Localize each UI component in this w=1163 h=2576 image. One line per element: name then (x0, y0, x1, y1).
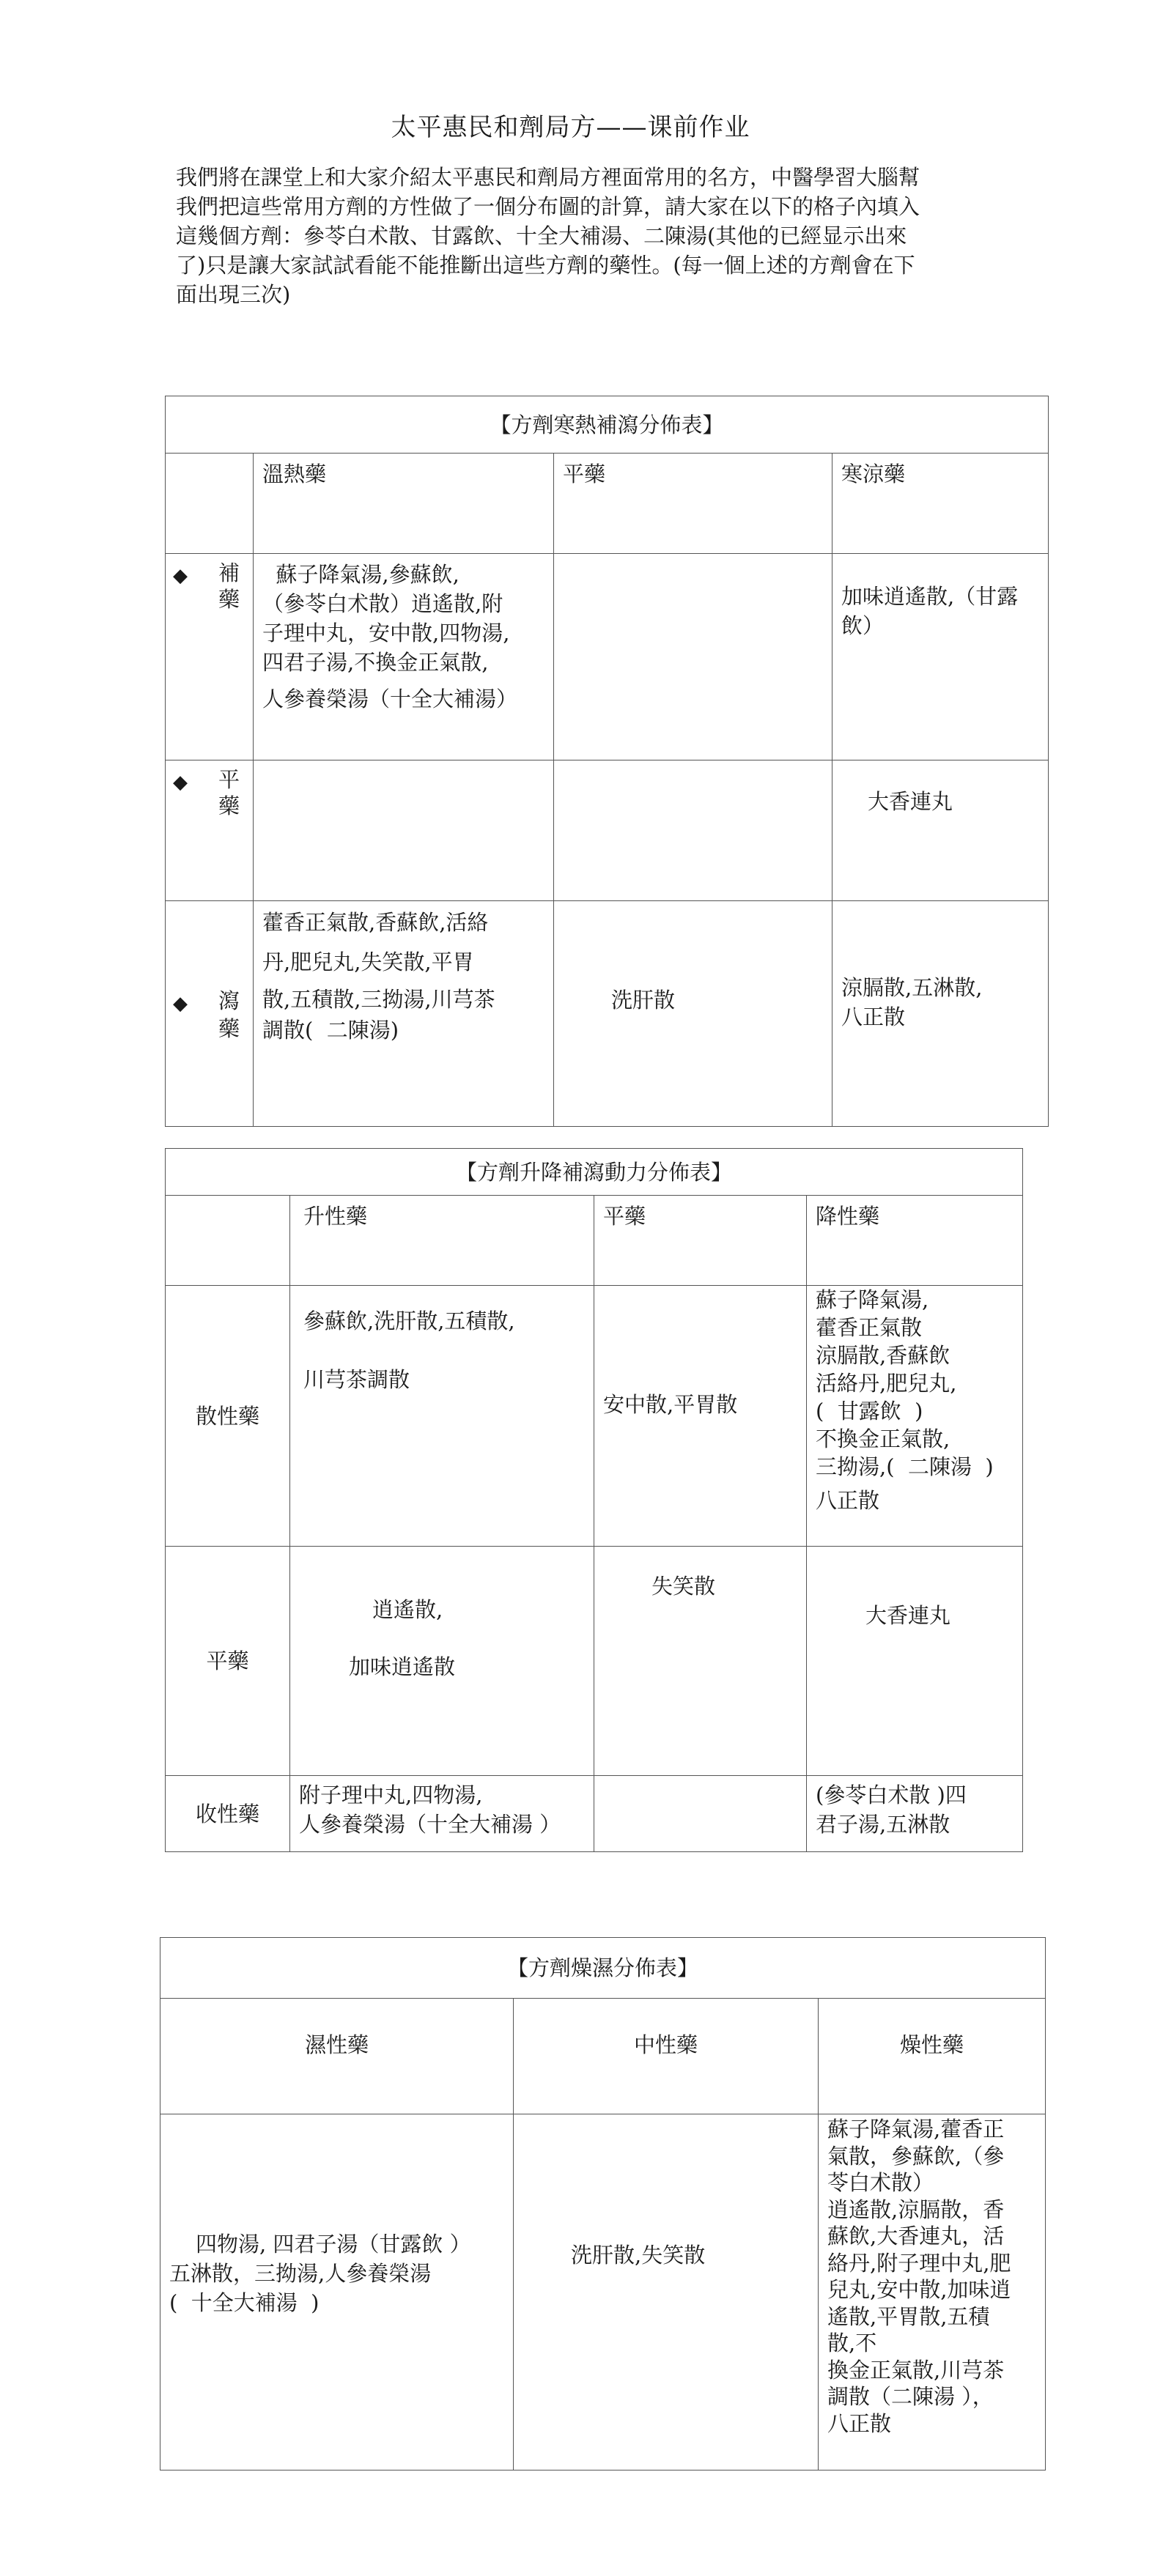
column-header: 溫熱藥 (254, 454, 554, 554)
cell-up-neutral: 逍遙散, 加味逍遙散 (290, 1547, 594, 1776)
row-label-disperse: 散性藥 (166, 1286, 290, 1547)
cell-down-disperse: 蘇子降氣湯, 藿香正氣散 涼膈散,香蘇飲 活絡丹,肥兒丸, ( 甘露飲 ) 不換金正氣散, 三拗湯,( 二陳湯 ) 八正散 (807, 1286, 1023, 1547)
row-label-neutral (166, 760, 254, 901)
column-header: 升性藥 (290, 1196, 594, 1286)
cell-up-astringe: 附子理中丸,四物湯, 人參養榮湯（十全大補湯 ） (290, 1776, 594, 1852)
row-label-char: 補 (218, 560, 240, 585)
cell-wet: 四物湯, 四君子湯（甘露飲 ） 五淋散，三拗湯,人參養榮湯 ( 十全大補湯 ) (160, 2114, 514, 2470)
intro-line: 我們將在課堂上和大家介紹太平惠民和劑局方裡面常用的名方，中醫學習大腦幫 (176, 165, 920, 190)
row-label-char: 平 (218, 767, 240, 792)
row-label-neutral: 平藥 (166, 1547, 290, 1776)
row-label-tonify (166, 554, 254, 760)
column-header: 中性藥 (514, 1999, 819, 2114)
column-header: 寒涼藥 (832, 454, 1049, 554)
cell-neutral-tonify (554, 554, 832, 760)
cell-neutral: 洗肝散,失笑散 (514, 2114, 819, 2470)
cell-dry: 蘇子降氣湯,藿香正 氣散，參蘇飲,（參 苓白术散） 逍遙散,涼膈散，香 蘇飲,大香連丸，活 絡丹,附子理中丸,肥 兒丸,安中散,加味逍 遙散,平胃散,五積 散,不 換金正氣散,川芎茶 調散（二陳湯 ）， 八正散 (819, 2114, 1046, 2470)
column-header: 濕性藥 (160, 1999, 514, 2114)
intro-line: 我們把這些常用方劑的方性做了一個分布圖的計算，請大家在以下的格子內填入 (176, 194, 920, 219)
dry-wet-table (160, 1937, 1046, 2470)
cold-heat-table (165, 396, 1049, 1127)
diamond-bullet-icon: ◆ (173, 565, 188, 587)
intro-paragraph (176, 163, 1004, 309)
cell-warm-tonify: 蘇子降氣湯,參蘇飲, （參苓白术散）逍遙散,附 子理中丸，安中散,四物湯, 四君子湯,不換金正氣散, 人參養榮湯（十全大補湯） (254, 554, 554, 760)
row-label-char: 藥 (218, 587, 240, 612)
page-title: 太平惠民和劑局方——课前作业 (391, 113, 750, 142)
cell-warm-neutral (254, 760, 554, 901)
corner-cell (166, 454, 254, 554)
row-label-purge (166, 901, 254, 1127)
cell-neutral-disperse: 安中散,平胃散 (594, 1286, 807, 1547)
cell-neutral-purge: 洗肝散 (554, 901, 832, 1127)
row-label-char: 藥 (218, 793, 240, 818)
row-label-astringe: 收性藥 (166, 1776, 290, 1852)
table-caption: 【方劑燥濕分佈表】 (160, 1938, 1046, 1999)
cell-cold-tonify: 加味逍遙散,（甘露 飲） (832, 554, 1049, 760)
ascend-descend-table (165, 1148, 1023, 1852)
cell-up-disperse: 參蘇飲,洗肝散,五積散, 川芎茶調散 (290, 1286, 594, 1547)
cell-warm-purge: 藿香正氣散,香蘇飲,活絡 丹,肥兒丸,失笑散,平胃 散,五積散,三拗湯,川芎茶 調散( 二陳湯) (254, 901, 554, 1127)
intro-line: 面出現三次) (176, 282, 291, 307)
diamond-bullet-icon: ◆ (173, 993, 188, 1015)
column-header: 燥性藥 (819, 1999, 1046, 2114)
corner-cell (166, 1196, 290, 1286)
column-header: 平藥 (594, 1196, 807, 1286)
column-header: 平藥 (554, 454, 832, 554)
column-header: 降性藥 (807, 1196, 1023, 1286)
row-label-char: 瀉 (218, 988, 240, 1013)
table-caption: 【方劑寒熱補瀉分佈表】 (166, 396, 1049, 454)
cell-cold-neutral: 大香連丸 (832, 760, 1049, 901)
cell-down-neutral: 大香連丸 (807, 1547, 1023, 1776)
cell-cold-purge: 涼膈散,五淋散, 八正散 (832, 901, 1049, 1127)
diamond-bullet-icon: ◆ (173, 771, 188, 793)
row-label-char: 藥 (218, 1016, 240, 1041)
cell-neutral-neutral: 失笑散 (594, 1547, 807, 1776)
intro-line: 了)只是讓大家試試看能不能推斷出這些方劑的藥性。(每一個上述的方劑會在下 (176, 253, 915, 278)
cell-neutral-astringe (594, 1776, 807, 1852)
cell-down-astringe: (參苓白术散 )四 君子湯,五淋散 (807, 1776, 1023, 1852)
table-caption: 【方劑升降補瀉動力分佈表】 (166, 1149, 1023, 1196)
cell-neutral-neutral (554, 760, 832, 901)
intro-line: 這幾個方劑：參苓白术散、甘露飲、十全大補湯、二陳湯(其他的已經显示出來 (176, 223, 907, 248)
